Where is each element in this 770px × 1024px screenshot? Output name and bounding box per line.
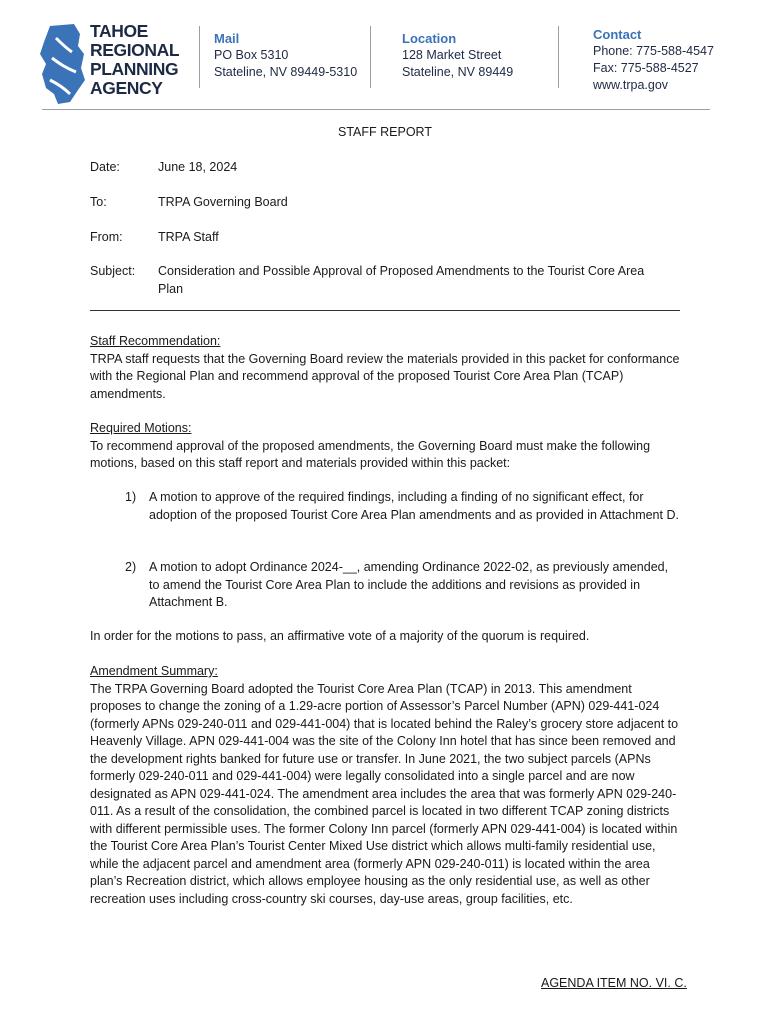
motion-number: 1) [125, 490, 137, 504]
mail-heading: Mail [214, 31, 240, 46]
location-heading: Location [402, 31, 457, 46]
mail-block [214, 30, 357, 81]
contact-fax: Fax: 775-588-4527 [593, 61, 699, 75]
staff-recommendation [90, 333, 682, 403]
motion-text: A motion to adopt Ordinance 2024-__, amending Ordinance 2022-02, as previously amended, to amend the Tourist Core Area Plan to include the additions and revisions as provided in Attachment B. [149, 560, 669, 609]
recommendation-text: TRPA staff requests that the Governing Board review the materials provided in this packet for conformance with the Regional Plan and recommend approval of the proposed Tourist Core Area Plan (TCAP) amendments. [90, 351, 680, 401]
to-value: TRPA Governing Board [158, 195, 288, 209]
summary-heading: Amendment Summary: [90, 664, 218, 678]
summary-text: The TRPA Governing Board adopted the Tourist Core Area Plan (TCAP) in 2013. This amendment proposes to change the zoning of a 1.29-acre portion of Assessor’s Parcel Number (APN) 029-441-024 (formerly APNs 029-240-011 and 029-441-004) that is located behind the Raley’s grocery store adjacent to Heavenly Village. APN 029-441-004 was the site of the Colony Inn hotel that has since been removed and the development rights banked for future use or transfer. In June 2021, the two subject parcels (APNs formerly 029-240-011 and 029-441-004) were legally consolidated into a single parcel and are now designated as APN 029-441-024. The amendment area includes the area that was formerly APN 029-240-011. As a result of the consolidation, the combined parcel is located in two different TCAP zoning districts with different permissible uses. The former Colony Inn parcel (formerly APN 029-441-004) is located within the Tourist Core Area Plan’s Tourist Center Mixed Use district which allows multi-family residential use, while the adjacent parcel and amendment area (formerly APN 029-240-011) is located within the area plan’s Recreation district, which allows employee housing as the only residential use, as well as other recreation uses including cross-country ski courses, day-use areas, group facilities, etc. [90, 681, 679, 906]
subject-rule [90, 310, 680, 311]
contact-phone: Phone: 775-588-4547 [593, 44, 714, 58]
contact-web[interactable]: www.trpa.gov [593, 78, 669, 92]
motions-outro: In order for the motions to pass, an affirmative vote of a majority of the quorum is required. [90, 629, 590, 643]
trpa-logo [40, 21, 180, 104]
required-motions [90, 420, 682, 473]
header-rule [42, 109, 710, 110]
recommendation-heading: Staff Recommendation: [90, 334, 221, 348]
lake-tahoe-icon [40, 24, 86, 104]
location-line1: 128 Market Street [402, 48, 502, 62]
subject-value: Consideration and Possible Approval of Proposed Amendments to the Tourist Core Area Plan [158, 264, 645, 296]
org-name: TAHOE REGIONAL PLANNING AGENCY [90, 21, 180, 98]
date-label: Date: [90, 160, 120, 174]
location-block [402, 30, 513, 81]
contact-heading: Contact [593, 27, 642, 42]
motions-intro: To recommend approval of the proposed amendments, the Governing Board must make the following motions, based on this staff report and materials provided within this packet: [90, 438, 651, 470]
agenda-item: AGENDA ITEM NO. VI. C. [541, 976, 687, 990]
header-divider [558, 26, 559, 88]
from-label: From: [90, 230, 123, 244]
mail-line2: Stateline, NV 89449-5310 [214, 65, 358, 79]
date-value: June 18, 2024 [158, 160, 238, 174]
contact-block [593, 26, 714, 94]
report-title: STAFF REPORT [338, 125, 432, 139]
motions-heading: Required Motions: [90, 421, 192, 435]
motion-number: 2) [125, 560, 137, 574]
location-line2: Stateline, NV 89449 [402, 65, 514, 79]
from-value: TRPA Staff [158, 230, 219, 244]
mail-line1: PO Box 5310 [214, 48, 289, 62]
header-divider [199, 26, 200, 88]
header-divider [370, 26, 371, 88]
amendment-summary [90, 663, 682, 908]
to-label: To: [90, 195, 107, 209]
subject-label: Subject: [90, 264, 136, 278]
motion-text: A motion to approve of the required findings, including a finding of no significant effect, for adoption of the proposed Tourist Core Area Plan amendments and as provided in Attachment D. [149, 490, 679, 522]
